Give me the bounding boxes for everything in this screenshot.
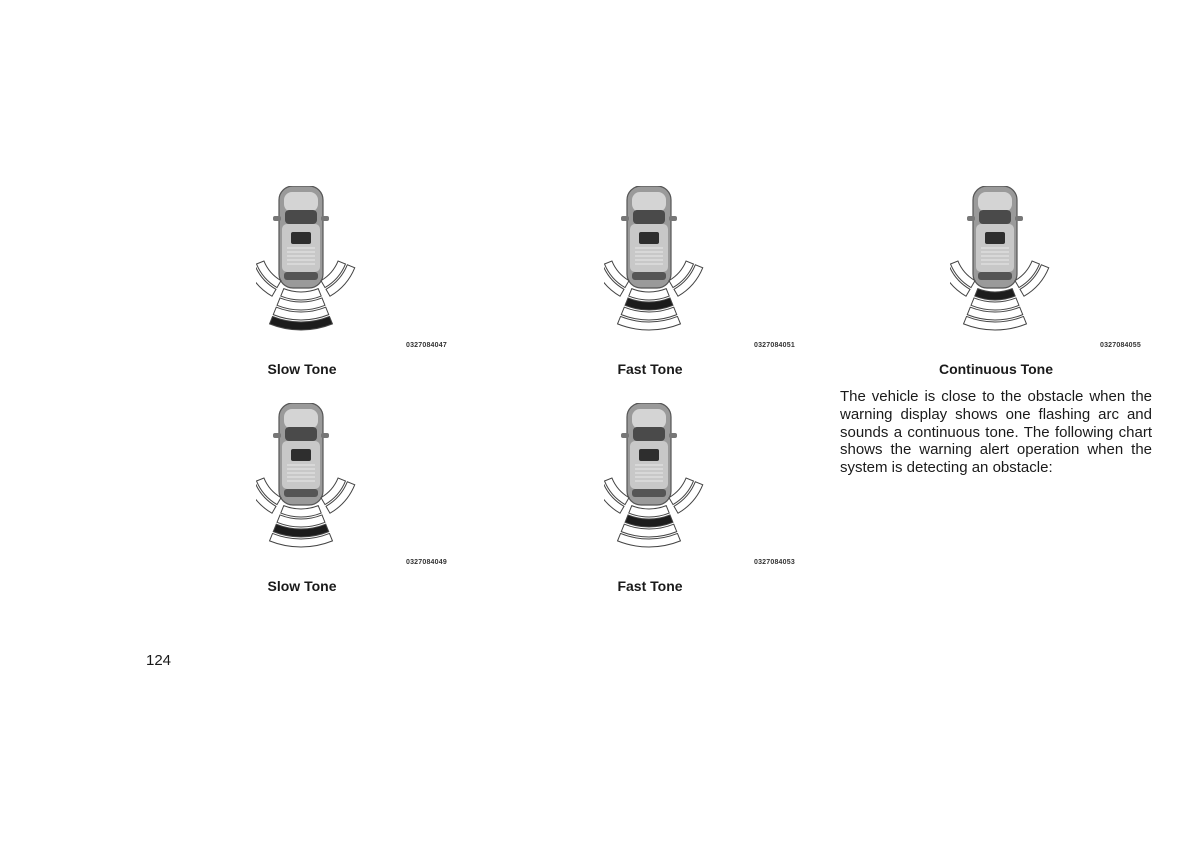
vehicle-mirror <box>669 433 677 438</box>
vehicle-hood <box>284 409 318 429</box>
vehicle-mirror <box>621 433 629 438</box>
caption-slow-tone-1: Slow Tone <box>267 361 337 377</box>
vehicle-windshield <box>285 210 317 224</box>
figure-continuous-tone <box>950 186 1160 361</box>
park-assist-diagram <box>604 186 814 346</box>
vehicle-rear-window <box>284 272 318 280</box>
figure-code: 0327084047 <box>406 342 447 349</box>
vehicle-sunroof <box>639 449 659 461</box>
body-paragraph: The vehicle is close to the obstacle when the warning display shows one flashing arc and sounds a continuous tone. The following chart shows the warning alert operation when the system is detecting an obstacle: <box>840 388 1152 477</box>
vehicle-rear-window <box>978 272 1012 280</box>
vehicle-mirror <box>967 216 975 221</box>
park-assist-diagram <box>604 403 814 563</box>
vehicle-mirror <box>1015 216 1023 221</box>
vehicle-sunroof <box>291 449 311 461</box>
park-assist-diagram <box>256 403 466 563</box>
figure-slow-tone-1 <box>256 186 466 361</box>
caption-fast-tone-2: Fast Tone <box>617 578 683 594</box>
vehicle-mirror <box>621 216 629 221</box>
vehicle-sunroof <box>985 232 1005 244</box>
park-assist-diagram <box>950 186 1160 346</box>
vehicle-mirror <box>669 216 677 221</box>
page-number: 124 <box>146 652 172 669</box>
vehicle-sunroof <box>639 232 659 244</box>
vehicle-mirror <box>273 433 281 438</box>
vehicle-rear-window <box>632 489 666 497</box>
center-arc <box>629 506 669 517</box>
vehicle-windshield <box>285 427 317 441</box>
vehicle-windshield <box>633 427 665 441</box>
caption-fast-tone-1: Fast Tone <box>617 361 683 377</box>
park-assist-diagram <box>256 186 466 346</box>
active-center-arc <box>975 289 1015 300</box>
vehicle-mirror <box>321 216 329 221</box>
vehicle-windshield <box>633 210 665 224</box>
figure-code: 0327084055 <box>1100 342 1141 349</box>
caption-continuous-tone: Continuous Tone <box>938 361 1054 377</box>
figure-slow-tone-2 <box>256 403 466 578</box>
center-arc <box>281 289 321 300</box>
vehicle-rear-window <box>632 272 666 280</box>
vehicle-mirror <box>321 433 329 438</box>
figure-fast-tone-1 <box>604 186 814 361</box>
vehicle-hood <box>632 192 666 212</box>
center-arc <box>629 289 669 300</box>
figure-code: 0327084051 <box>754 342 795 349</box>
vehicle-hood <box>284 192 318 212</box>
vehicle-hood <box>632 409 666 429</box>
vehicle-rear-window <box>284 489 318 497</box>
figure-fast-tone-2 <box>604 403 814 578</box>
figure-code: 0327084049 <box>406 559 447 566</box>
vehicle-mirror <box>273 216 281 221</box>
caption-slow-tone-2: Slow Tone <box>267 578 337 594</box>
figure-code: 0327084053 <box>754 559 795 566</box>
vehicle-windshield <box>979 210 1011 224</box>
vehicle-hood <box>978 192 1012 212</box>
vehicle-sunroof <box>291 232 311 244</box>
center-arc <box>281 506 321 517</box>
